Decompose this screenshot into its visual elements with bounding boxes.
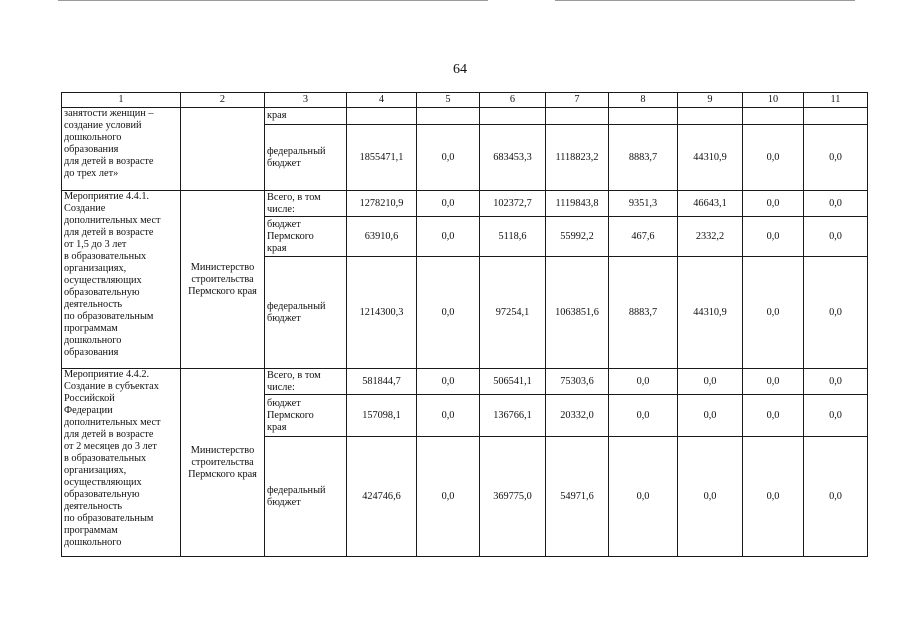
value-cell: 0,0 <box>678 437 743 557</box>
value-cell: 1118823,2 <box>546 125 609 191</box>
value-cell <box>417 108 480 125</box>
executor-cell: Министерство строительства Пермского края <box>181 369 265 557</box>
value-cell: 0,0 <box>804 257 868 369</box>
table-row <box>62 191 868 217</box>
page-number: 64 <box>453 62 467 77</box>
value-cell: 0,0 <box>417 191 480 217</box>
value-cell <box>678 108 743 125</box>
measure-description: занятости женщин – создание условий дошкольного образования для детей в возрасте до трех лет» <box>62 108 181 191</box>
value-cell: 0,0 <box>417 395 480 437</box>
value-cell <box>347 108 417 125</box>
executor-cell <box>181 108 265 191</box>
value-cell: 0,0 <box>804 437 868 557</box>
value-cell: 1278210,9 <box>347 191 417 217</box>
value-cell: 55992,2 <box>546 217 609 257</box>
value-cell: 0,0 <box>804 125 868 191</box>
value-cell: 9351,3 <box>609 191 678 217</box>
header-row <box>62 93 868 108</box>
value-cell: 0,0 <box>743 369 804 395</box>
value-cell: 5118,6 <box>480 217 546 257</box>
value-cell: 44310,9 <box>678 125 743 191</box>
header-cell-5: 5 <box>417 93 480 108</box>
funding-source: бюджет Пермского края <box>265 217 347 257</box>
funding-source: Всего, в том числе: <box>265 369 347 395</box>
funding-source: края <box>265 108 347 125</box>
value-cell: 0,0 <box>609 395 678 437</box>
value-cell: 0,0 <box>743 395 804 437</box>
value-cell <box>546 108 609 125</box>
value-cell: 8883,7 <box>609 125 678 191</box>
value-cell <box>609 108 678 125</box>
header-cell-2: 2 <box>181 93 265 108</box>
value-cell <box>743 108 804 125</box>
table-row <box>62 108 868 125</box>
value-cell: 683453,3 <box>480 125 546 191</box>
measure-description: Мероприятие 4.4.1. Создание дополнительных мест для детей в возрасте от 1,5 до 3 лет в образовательных организациях, осуществляющих образовательную деятельность по образовательным программам дошкольного образования <box>62 191 181 369</box>
value-cell: 424746,6 <box>347 437 417 557</box>
value-cell: 0,0 <box>804 191 868 217</box>
header-cell-3: 3 <box>265 93 347 108</box>
header-cell-11: 11 <box>804 93 868 108</box>
page-top-edge-left <box>58 0 488 1</box>
value-cell: 1855471,1 <box>347 125 417 191</box>
value-cell: 0,0 <box>743 191 804 217</box>
header-cell-4: 4 <box>347 93 417 108</box>
value-cell: 0,0 <box>678 369 743 395</box>
value-cell: 1063851,6 <box>546 257 609 369</box>
budget-table <box>61 92 868 557</box>
value-cell: 467,6 <box>609 217 678 257</box>
table-row <box>62 369 868 395</box>
executor-cell: Министерство строительства Пермского края <box>181 191 265 369</box>
value-cell: 0,0 <box>743 257 804 369</box>
value-cell: 75303,6 <box>546 369 609 395</box>
value-cell: 2332,2 <box>678 217 743 257</box>
page-top-edge-right <box>555 0 855 1</box>
value-cell: 136766,1 <box>480 395 546 437</box>
value-cell: 0,0 <box>804 395 868 437</box>
value-cell: 157098,1 <box>347 395 417 437</box>
value-cell: 369775,0 <box>480 437 546 557</box>
funding-source: Всего, в том числе: <box>265 191 347 217</box>
header-cell-8: 8 <box>609 93 678 108</box>
value-cell: 0,0 <box>804 217 868 257</box>
value-cell: 0,0 <box>804 369 868 395</box>
value-cell: 63910,6 <box>347 217 417 257</box>
value-cell: 102372,7 <box>480 191 546 217</box>
value-cell: 0,0 <box>743 125 804 191</box>
value-cell: 0,0 <box>609 437 678 557</box>
value-cell: 8883,7 <box>609 257 678 369</box>
value-cell: 0,0 <box>609 369 678 395</box>
value-cell: 0,0 <box>417 369 480 395</box>
value-cell: 97254,1 <box>480 257 546 369</box>
value-cell <box>480 108 546 125</box>
funding-source: федеральный бюджет <box>265 257 347 369</box>
value-cell: 20332,0 <box>546 395 609 437</box>
value-cell: 0,0 <box>743 217 804 257</box>
measure-description: Мероприятие 4.4.2. Создание в субъектах Российской Федерации дополнительных мест для детей в возрасте от 2 месяцев до 3 лет в образовательных организациях, осуществляющих образовательную деятельность по образовательным программам дошкольного <box>62 369 181 557</box>
value-cell: 1214300,3 <box>347 257 417 369</box>
header-cell-7: 7 <box>546 93 609 108</box>
value-cell: 44310,9 <box>678 257 743 369</box>
funding-source: федеральный бюджет <box>265 125 347 191</box>
funding-source: бюджет Пермского края <box>265 395 347 437</box>
header-cell-9: 9 <box>678 93 743 108</box>
value-cell: 54971,6 <box>546 437 609 557</box>
value-cell: 1119843,8 <box>546 191 609 217</box>
value-cell: 0,0 <box>417 125 480 191</box>
value-cell: 0,0 <box>417 257 480 369</box>
value-cell: 0,0 <box>417 437 480 557</box>
value-cell: 0,0 <box>417 217 480 257</box>
header-cell-10: 10 <box>743 93 804 108</box>
value-cell <box>804 108 868 125</box>
value-cell: 506541,1 <box>480 369 546 395</box>
header-cell-1: 1 <box>62 93 181 108</box>
funding-source: федеральный бюджет <box>265 437 347 557</box>
value-cell: 0,0 <box>678 395 743 437</box>
value-cell: 0,0 <box>743 437 804 557</box>
value-cell: 46643,1 <box>678 191 743 217</box>
header-cell-6: 6 <box>480 93 546 108</box>
value-cell: 581844,7 <box>347 369 417 395</box>
